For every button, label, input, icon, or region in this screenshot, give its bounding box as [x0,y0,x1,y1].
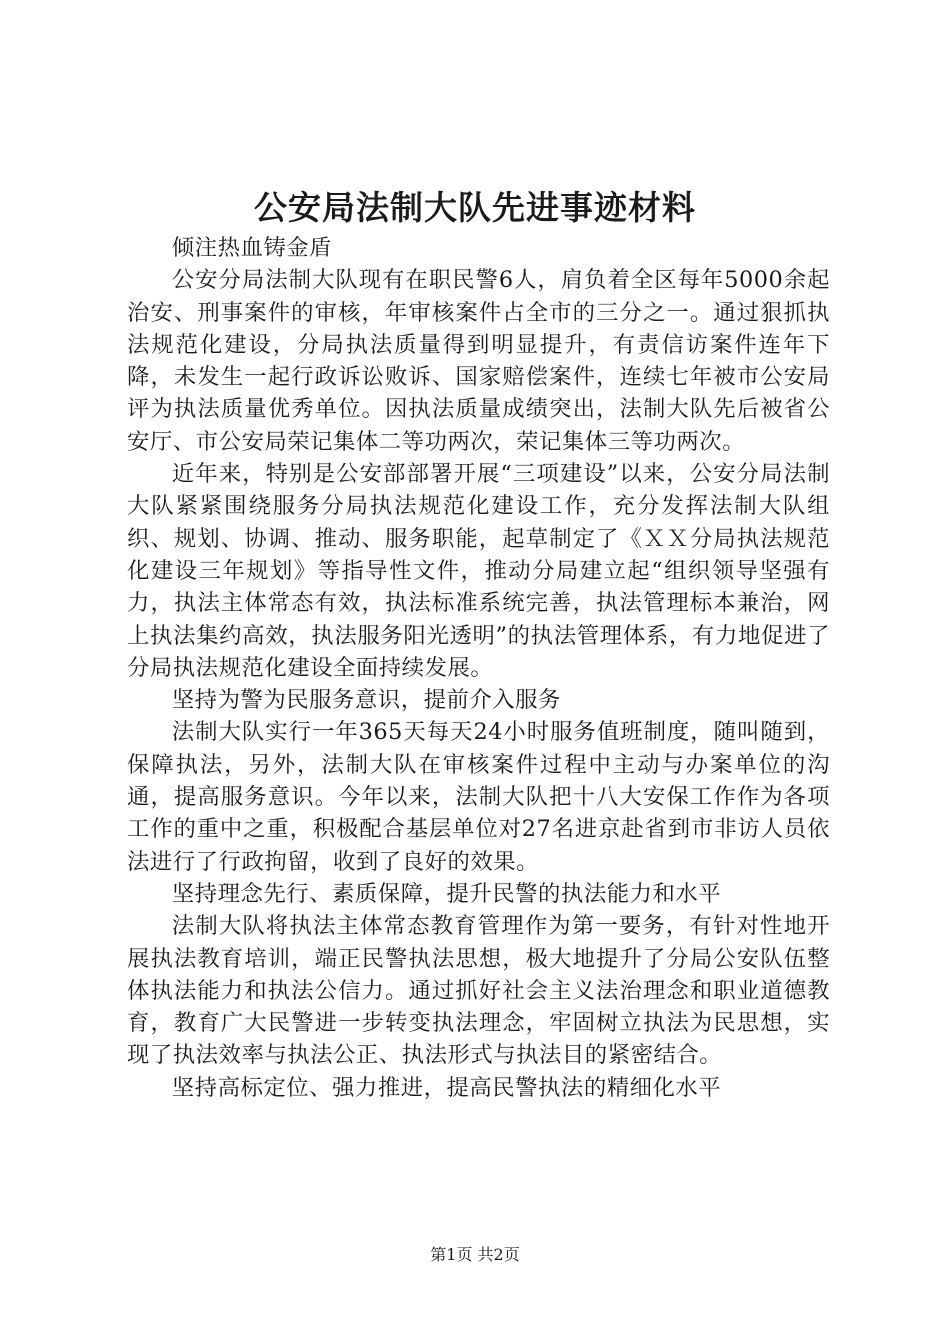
body-paragraph: 法制大队将执法主体常态教育管理作为第一要务，有针对性地开展执法教育培训，端正民警执法思想，极大地提升了分局公安队伍整体执法能力和执法公信力。通过抓好社会主义法治理念和职业道德教育，教育广大民警进一步转变执法理念，牢固树立执法为民思想，实现了执法效率与执法公正、执法形式与执法目的紧密结合。 [127,913,830,1069]
document-title: 公安局法制大队先进事迹材料 [254,188,696,227]
section-heading: 坚持高标定位、强力推进，提高民警执法的精细化水平 [171,1074,722,1101]
page-footer: 第1页 共2页 [430,1245,520,1264]
document-body [127,232,830,1104]
body-paragraph: 法制大队实行一年365天每天24小时服务值班制度，随叫随到，保障执法，另外，法制大队在审核案件过程中主动与办案单位的沟通，提高服务意识。今年以来，法制大队把十八大安保工作作为各项工作的重中之重，积极配合基层单位对27名进京赴省到市非访人员依法进行了行政拘留，收到了良好的效果。 [127,719,830,875]
body-paragraph: 公安分局法制大队现有在职民警6人，肩负着全区每年5000余起治安、刑事案件的审核，年审核案件占全市的三分之一。通过狠抓执法规范化建设，分局执法质量得到明显提升，有责信访案件连年下降，未发生一起行政诉讼败诉、国家赔偿案件，连续七年被市公安局评为执法质量优秀单位。因执法质量成绩突出，法制大队先后被省公安厅、市公安局荣记集体二等功两次，荣记集体三等功两次。 [127,267,830,455]
section-heading: 坚持为警为民服务意识，提前介入服务 [171,687,561,714]
section-heading: 坚持理念先行、素质保障，提升民警的执法能力和水平 [171,880,722,907]
section-heading: 倾注热血铸金盾 [171,235,333,261]
body-paragraph: 近年来，特别是公安部部署开展“三项建设”以来，公安分局法制大队紧紧围绕服务分局执法规范化建设工作，充分发挥法制大队组织、规划、协调、推动、服务职能，起草制定了《ＸＸ分局执法规范化建设三年规划》等指导性文件，推动分局建立起“组织领导坚强有力，执法主体常态有效，执法标准系统完善，执法管理标本兼治，网上执法集约高效，执法服务阳光透明”的执法管理体系，有力地促进了分局执法规范化建设全面持续发展。 [127,461,830,681]
